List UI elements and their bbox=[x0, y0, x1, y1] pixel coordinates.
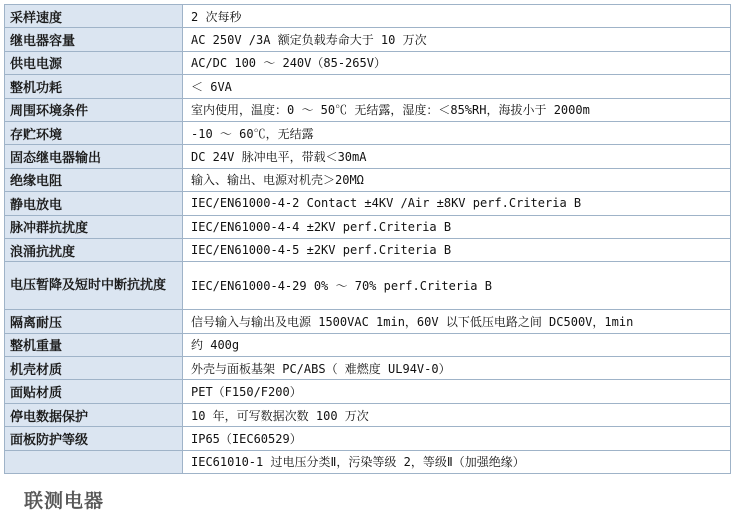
row-label: 面贴材质 bbox=[5, 380, 183, 403]
row-label: 静电放电 bbox=[5, 192, 183, 215]
table-row bbox=[5, 75, 731, 98]
table-row bbox=[5, 310, 731, 333]
row-label: 存贮环境 bbox=[5, 121, 183, 144]
watermark-text: 联测电器 bbox=[24, 490, 105, 512]
table-row bbox=[5, 168, 731, 191]
row-value: IEC/EN61000-4-5 ±2KV perf.Criteria B bbox=[183, 238, 731, 261]
row-label: 机壳材质 bbox=[5, 357, 183, 380]
row-value: 约 400g bbox=[183, 333, 731, 356]
row-label: 脉冲群抗扰度 bbox=[5, 215, 183, 238]
row-value: IEC/EN61000-4-2 Contact ±4KV /Air ±8KV perf.Criteria B bbox=[183, 192, 731, 215]
row-value: 10 年，可写数据次数 100 万次 bbox=[183, 403, 731, 426]
row-label: 浪涌抗扰度 bbox=[5, 238, 183, 261]
row-label: 电压暂降及短时中断抗扰度 bbox=[5, 262, 183, 310]
row-label: 停电数据保护 bbox=[5, 403, 183, 426]
row-value: 外壳与面板基架 PC/ABS（ 难燃度 UL94V-0） bbox=[183, 357, 731, 380]
row-value: AC/DC 100 ～ 240V（85-265V） bbox=[183, 51, 731, 74]
row-value: IP65（IEC60529） bbox=[183, 427, 731, 450]
row-label: 继电器容量 bbox=[5, 28, 183, 51]
table-row bbox=[5, 262, 731, 310]
row-label: 供电电源 bbox=[5, 51, 183, 74]
table-row bbox=[5, 333, 731, 356]
row-value: IEC/EN61000-4-29 0% ～ 70% perf.Criteria B bbox=[183, 262, 731, 310]
row-value: AC 250V /3A 额定负载寿命大于 10 万次 bbox=[183, 28, 731, 51]
spec-table bbox=[4, 4, 731, 474]
table-row bbox=[5, 357, 731, 380]
row-label: 绝缘电阻 bbox=[5, 168, 183, 191]
row-label: 固态继电器输出 bbox=[5, 145, 183, 168]
table-row bbox=[5, 192, 731, 215]
table-row bbox=[5, 450, 731, 473]
row-value: 室内使用，温度：0 ～ 50℃ 无结露，湿度：＜85%RH，海拔小于 2000m bbox=[183, 98, 731, 121]
table-row bbox=[5, 5, 731, 28]
table-row bbox=[5, 145, 731, 168]
table-row bbox=[5, 380, 731, 403]
row-label: 整机重量 bbox=[5, 333, 183, 356]
row-label: 面板防护等级 bbox=[5, 427, 183, 450]
row-value: IEC61010-1 过电压分类Ⅱ，污染等级 2，等级Ⅱ（加强绝缘） bbox=[183, 450, 731, 473]
row-value: PET（F150/F200） bbox=[183, 380, 731, 403]
row-label: 采样速度 bbox=[5, 5, 183, 28]
row-label: 周围环境条件 bbox=[5, 98, 183, 121]
table-row bbox=[5, 238, 731, 261]
table-row bbox=[5, 51, 731, 74]
table-row bbox=[5, 403, 731, 426]
table-row bbox=[5, 28, 731, 51]
row-value: 输入、输出、电源对机壳＞20MΩ bbox=[183, 168, 731, 191]
table-row bbox=[5, 121, 731, 144]
row-value: DC 24V 脉冲电平，带载＜30mA bbox=[183, 145, 731, 168]
row-value: -10 ～ 60℃，无结露 bbox=[183, 121, 731, 144]
row-label: 整机功耗 bbox=[5, 75, 183, 98]
table-row bbox=[5, 98, 731, 121]
table-row bbox=[5, 215, 731, 238]
row-value: 信号输入与输出及电源 1500VAC 1min，60V 以下低压电路之间 DC500V，1min bbox=[183, 310, 731, 333]
table-row bbox=[5, 427, 731, 450]
row-label bbox=[5, 450, 183, 473]
row-value: 2 次每秒 bbox=[183, 5, 731, 28]
row-value: IEC/EN61000-4-4 ±2KV perf.Criteria B bbox=[183, 215, 731, 238]
row-label: 隔离耐压 bbox=[5, 310, 183, 333]
row-value: ＜ 6VA bbox=[183, 75, 731, 98]
